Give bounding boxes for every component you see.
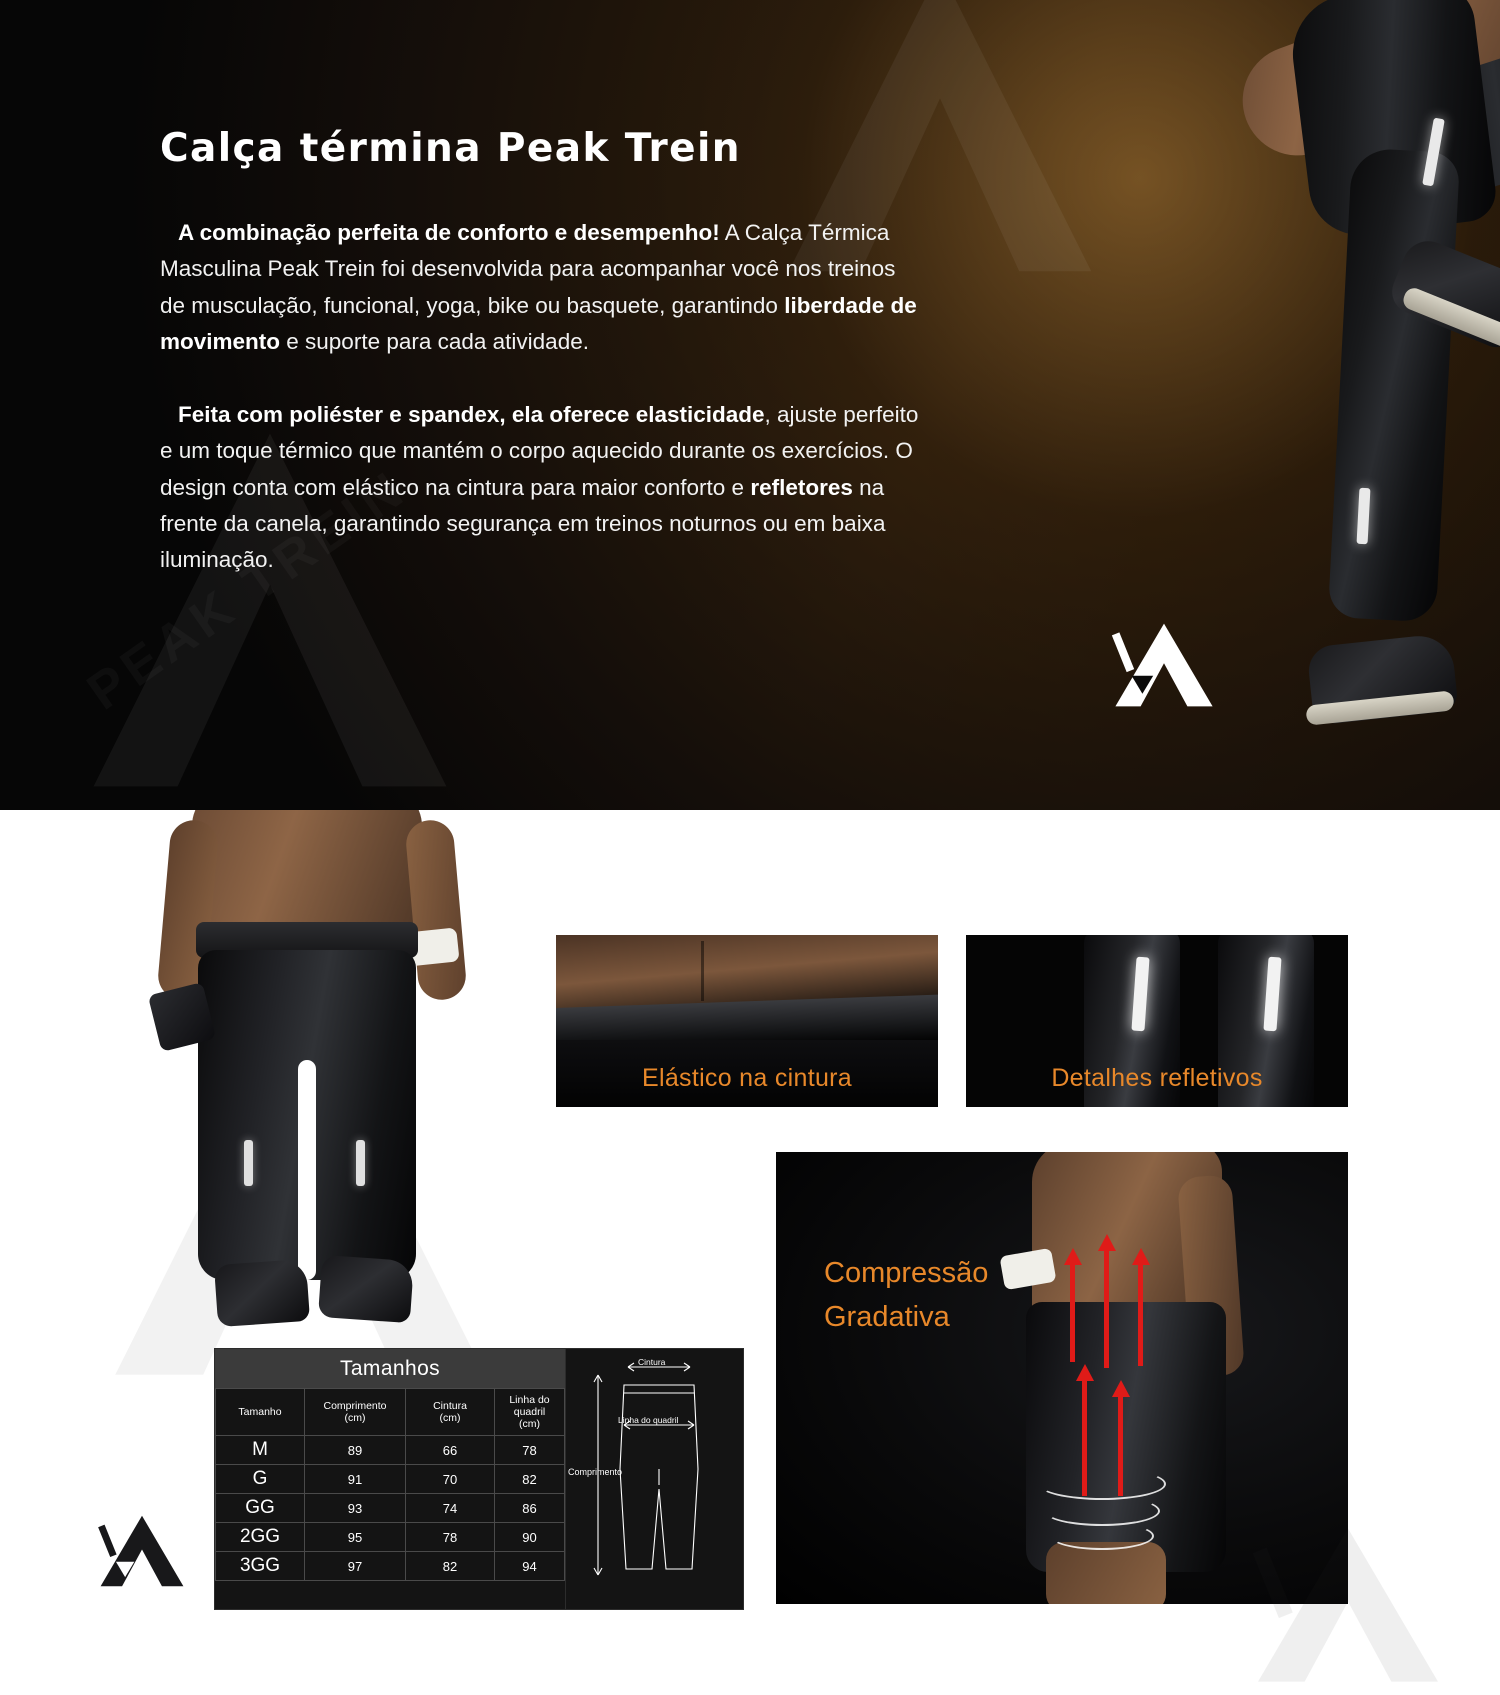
table-header-comprimento (305, 1389, 406, 1436)
table-header-row (216, 1389, 565, 1436)
cell-quadril: 82 (495, 1465, 565, 1494)
cell-comprimento: 95 (305, 1523, 406, 1552)
product-reflector-left (244, 1140, 253, 1186)
compression-ring-3 (1050, 1522, 1154, 1550)
pants-outline-diagram (566, 1349, 744, 1599)
header-unit-quadril: (cm) (519, 1418, 540, 1431)
cell-comprimento: 97 (305, 1552, 406, 1581)
cell-cintura: 78 (406, 1523, 495, 1552)
feature-caption-waistband: Elástico na cintura (642, 1064, 852, 1092)
cell-cintura: 74 (406, 1494, 495, 1523)
size-chart-table-area (215, 1349, 565, 1609)
cell-size: M (216, 1436, 305, 1465)
peak-trein-logo-watermark-icon (1248, 1520, 1448, 1695)
hero-p1-lead: A combinação perfeita de conforto e desempenho! (178, 219, 720, 245)
hero-p2-body: , ajuste perfeito e um toque térmico que mantém o corpo aquecido durante os exercícios. O design conta com elástico na cintura para maior conforto e (160, 401, 919, 500)
compression-model-calf (1046, 1542, 1166, 1604)
header-text-tamanho: Tamanho (238, 1406, 282, 1419)
product-shoe-right (318, 1255, 414, 1323)
diagram-label-cintura: Cintura (638, 1357, 666, 1367)
cell-cintura: 70 (406, 1465, 495, 1494)
compression-arrow-stem-1 (1070, 1262, 1075, 1362)
size-chart (214, 1348, 744, 1610)
table-header-cintura (406, 1389, 495, 1436)
table-header-quadril (495, 1389, 565, 1436)
cell-cintura: 82 (406, 1552, 495, 1581)
hero-paragraph-2 (160, 397, 920, 579)
model-lower-leg (1328, 147, 1460, 622)
peak-trein-logo-footer-icon (96, 1512, 188, 1595)
hero-copy-block (160, 128, 920, 615)
header-unit-comprimento: (cm) (344, 1412, 366, 1425)
hero-p2-tail: na frente da canela, garantindo segurança em treinos noturnos ou em baixa iluminação. (160, 474, 886, 573)
compression-arrow-stem-3 (1138, 1262, 1143, 1366)
table-row (216, 1523, 565, 1552)
product-legs-gap (298, 1060, 316, 1280)
compression-caption-line-2: Gradativa (824, 1300, 950, 1333)
cell-comprimento: 89 (305, 1436, 406, 1465)
hero-section (0, 0, 1500, 810)
table-row (216, 1436, 565, 1465)
cell-size: 2GG (216, 1523, 305, 1552)
header-text-quadril: Linha do quadril (509, 1394, 550, 1419)
header-text-cintura: Cintura (433, 1400, 467, 1413)
table-row (216, 1465, 565, 1494)
hero-p2-lead: Feita com poliéster e spandex, ela oferece elasticidade (178, 401, 765, 427)
cell-quadril: 94 (495, 1552, 565, 1581)
hero-p1-body: A Calça Térmica Masculina Peak Trein foi desenvolvida para acompanhar você nos treinos de musculação, funcional, yoga, bike ou basquete, garantindo (160, 219, 896, 318)
table-row (216, 1552, 565, 1581)
product-reflector-right (356, 1140, 365, 1186)
compression-arrow-stem-2 (1104, 1248, 1109, 1368)
cell-size: GG (216, 1494, 305, 1523)
cell-quadril: 78 (495, 1436, 565, 1465)
compression-caption-line-1: Compressão (824, 1257, 989, 1289)
cell-size: G (216, 1465, 305, 1494)
cell-size: 3GG (216, 1552, 305, 1581)
product-model-torso (192, 810, 422, 936)
feature-caption-reflective: Detalhes refletivos (1051, 1064, 1263, 1092)
hero-p1-tail: e suporte para cada atividade. (280, 329, 589, 355)
cell-quadril: 86 (495, 1494, 565, 1523)
size-chart-table (215, 1388, 565, 1581)
table-row (216, 1494, 565, 1523)
size-chart-diagram (565, 1349, 743, 1609)
page-title: Calça términa Peak Trein (160, 126, 741, 171)
peak-trein-logo-icon (1110, 620, 1218, 715)
cell-quadril: 90 (495, 1523, 565, 1552)
waist-photo-detail (701, 941, 704, 1001)
header-text-comprimento: Comprimento (323, 1400, 387, 1413)
feature-card-waistband (556, 935, 938, 1107)
diagram-label-quadril: Linha do quadril (618, 1415, 679, 1425)
table-header-tamanho (216, 1389, 305, 1436)
feature-card-reflective (966, 935, 1348, 1107)
diagram-label-comprimento: Comprimento (568, 1467, 623, 1477)
cell-cintura: 66 (406, 1436, 495, 1465)
cell-comprimento: 93 (305, 1494, 406, 1523)
hero-p2-highlight: refletores (750, 474, 853, 500)
feature-caption-compression (824, 1252, 988, 1339)
hero-model-photo (940, 0, 1500, 810)
product-main-photo (120, 810, 520, 1370)
header-unit-cintura: (cm) (439, 1412, 461, 1425)
hero-paragraph-1 (160, 215, 920, 361)
cell-comprimento: 91 (305, 1465, 406, 1494)
size-chart-title: Tamanhos (215, 1349, 565, 1388)
hero-p1-highlight: liberdade de movimento (160, 292, 917, 355)
product-shoe-left (214, 1259, 310, 1327)
